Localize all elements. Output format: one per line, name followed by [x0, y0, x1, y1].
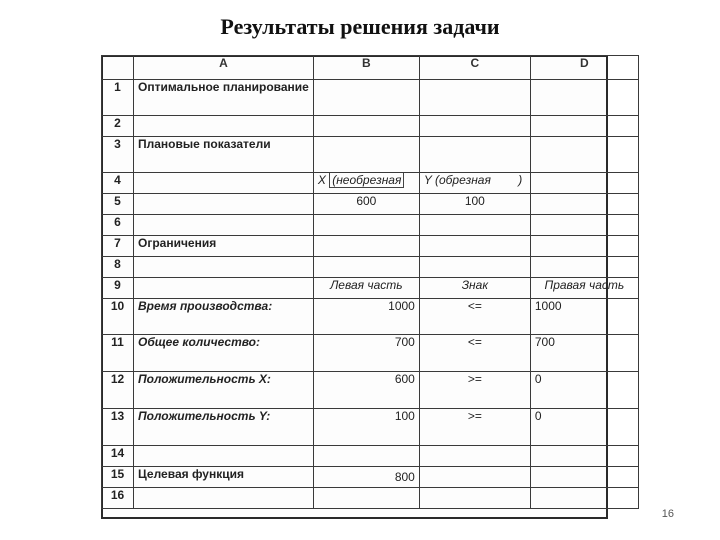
row-number[interactable]: 12 [102, 372, 134, 409]
cell-a12[interactable]: Положительность X: [134, 372, 314, 409]
cell-b4[interactable] [313, 173, 419, 194]
cell-b9-left-side-header[interactable]: Левая часть [313, 278, 419, 299]
cell-d1[interactable] [530, 80, 638, 116]
cell-b13[interactable]: 100 [313, 409, 419, 446]
cell-a10[interactable]: Время производства: [134, 299, 314, 335]
row-number[interactable]: 7 [102, 236, 134, 257]
table-row [102, 257, 639, 278]
cell-d16[interactable] [530, 488, 638, 509]
cell-b16[interactable] [313, 488, 419, 509]
table-row [102, 299, 639, 335]
var-y-label: Y [423, 173, 432, 187]
table-row [102, 446, 639, 467]
cell-b5-variable-x[interactable]: 600 [313, 194, 419, 215]
cell-c5-variable-y[interactable]: 100 [419, 194, 530, 215]
cell-a3[interactable]: Плановые показатели [134, 137, 314, 173]
table-row [102, 278, 639, 299]
row-number[interactable]: 5 [102, 194, 134, 215]
var-x-note: (необрезная [329, 173, 404, 189]
cell-c10[interactable]: <= [419, 299, 530, 335]
cell-c9-sign-header[interactable]: Знак [419, 278, 530, 299]
cell-d14[interactable] [530, 446, 638, 467]
cell-a7[interactable]: Ограничения [134, 236, 314, 257]
cell-d9-right-side-header[interactable]: Правая часть [530, 278, 638, 299]
cell-b11[interactable]: 700 [313, 335, 419, 372]
row-number[interactable]: 13 [102, 409, 134, 446]
cell-a13[interactable]: Положительность Y: [134, 409, 314, 446]
cell-a8[interactable] [134, 257, 314, 278]
cell-d11[interactable]: 700 [530, 335, 638, 372]
cell-c4[interactable] [419, 173, 530, 194]
slide-title: Результаты решения задачи [220, 14, 500, 39]
cell-a14[interactable] [134, 446, 314, 467]
cell-b7[interactable] [313, 236, 419, 257]
row-number[interactable]: 4 [102, 173, 134, 194]
cell-c14[interactable] [419, 446, 530, 467]
row-number[interactable]: 9 [102, 278, 134, 299]
cell-b15-objective-value[interactable]: 800 [313, 467, 419, 488]
table-row [102, 194, 639, 215]
table-row [102, 137, 639, 173]
cell-d6[interactable] [530, 215, 638, 236]
row-number[interactable]: 2 [102, 116, 134, 137]
cell-a4[interactable] [134, 173, 314, 194]
table-row [102, 488, 639, 509]
cell-c16[interactable] [419, 488, 530, 509]
column-header-row [102, 56, 639, 80]
cell-b2[interactable] [313, 116, 419, 137]
row-number[interactable]: 11 [102, 335, 134, 372]
cell-a11[interactable]: Общее количество: [134, 335, 314, 372]
cell-a9[interactable] [134, 278, 314, 299]
cell-c15[interactable] [419, 467, 530, 488]
table-row [102, 467, 639, 488]
cell-d10[interactable]: 1000 [530, 299, 638, 335]
cell-c8[interactable] [419, 257, 530, 278]
cell-d7[interactable] [530, 236, 638, 257]
cell-b3[interactable] [313, 137, 419, 173]
table-row [102, 215, 639, 236]
column-header-b[interactable]: B [313, 56, 419, 80]
cell-c11[interactable]: <= [419, 335, 530, 372]
table-row [102, 409, 639, 446]
row-number[interactable]: 8 [102, 257, 134, 278]
cell-d8[interactable] [530, 257, 638, 278]
cell-c6[interactable] [419, 215, 530, 236]
cell-c7[interactable] [419, 236, 530, 257]
cell-b6[interactable] [313, 215, 419, 236]
cell-b14[interactable] [313, 446, 419, 467]
cell-a2[interactable] [134, 116, 314, 137]
var-x-label: X [317, 173, 326, 187]
column-header-a[interactable]: A [134, 56, 314, 80]
cell-d4[interactable] [530, 173, 638, 194]
page-number: 16 [661, 508, 674, 520]
row-number[interactable]: 1 [102, 80, 134, 116]
cell-a15[interactable]: Целевая функция [134, 467, 314, 488]
cell-a5[interactable] [134, 194, 314, 215]
row-number[interactable]: 10 [102, 299, 134, 335]
cell-c12[interactable]: >= [419, 372, 530, 409]
row-number[interactable]: 3 [102, 137, 134, 173]
cell-d12[interactable]: 0 [530, 372, 638, 409]
row-number[interactable]: 14 [102, 446, 134, 467]
var-y-note: (обрезная [434, 173, 491, 187]
column-header-d[interactable]: D [530, 56, 638, 80]
cell-d15[interactable] [530, 467, 638, 488]
cell-d13[interactable]: 0 [530, 409, 638, 446]
var-y-close: ) [518, 173, 523, 187]
cell-c2[interactable] [419, 116, 530, 137]
cell-a6[interactable] [134, 215, 314, 236]
spreadsheet-table [101, 55, 639, 509]
column-header-c[interactable]: C [419, 56, 530, 80]
cell-d3[interactable] [530, 137, 638, 173]
table-row [102, 173, 639, 194]
table-row [102, 116, 639, 137]
table-row [102, 236, 639, 257]
cell-c13[interactable]: >= [419, 409, 530, 446]
cell-d5[interactable] [530, 194, 638, 215]
table-row [102, 372, 639, 409]
cell-a1[interactable]: Оптимальное планирование [134, 80, 314, 116]
cell-b12[interactable]: 600 [313, 372, 419, 409]
corner-cell[interactable] [102, 56, 134, 80]
cell-c3[interactable] [419, 137, 530, 173]
cell-b8[interactable] [313, 257, 419, 278]
table-row [102, 335, 639, 372]
row-number[interactable]: 16 [102, 488, 134, 509]
row-number[interactable]: 6 [102, 215, 134, 236]
cell-b10[interactable]: 1000 [313, 299, 419, 335]
cell-c1[interactable] [419, 80, 530, 116]
cell-a16[interactable] [134, 488, 314, 509]
cell-b1[interactable] [313, 80, 419, 116]
row-number[interactable]: 15 [102, 467, 134, 488]
cell-d2[interactable] [530, 116, 638, 137]
table-row [102, 80, 639, 116]
